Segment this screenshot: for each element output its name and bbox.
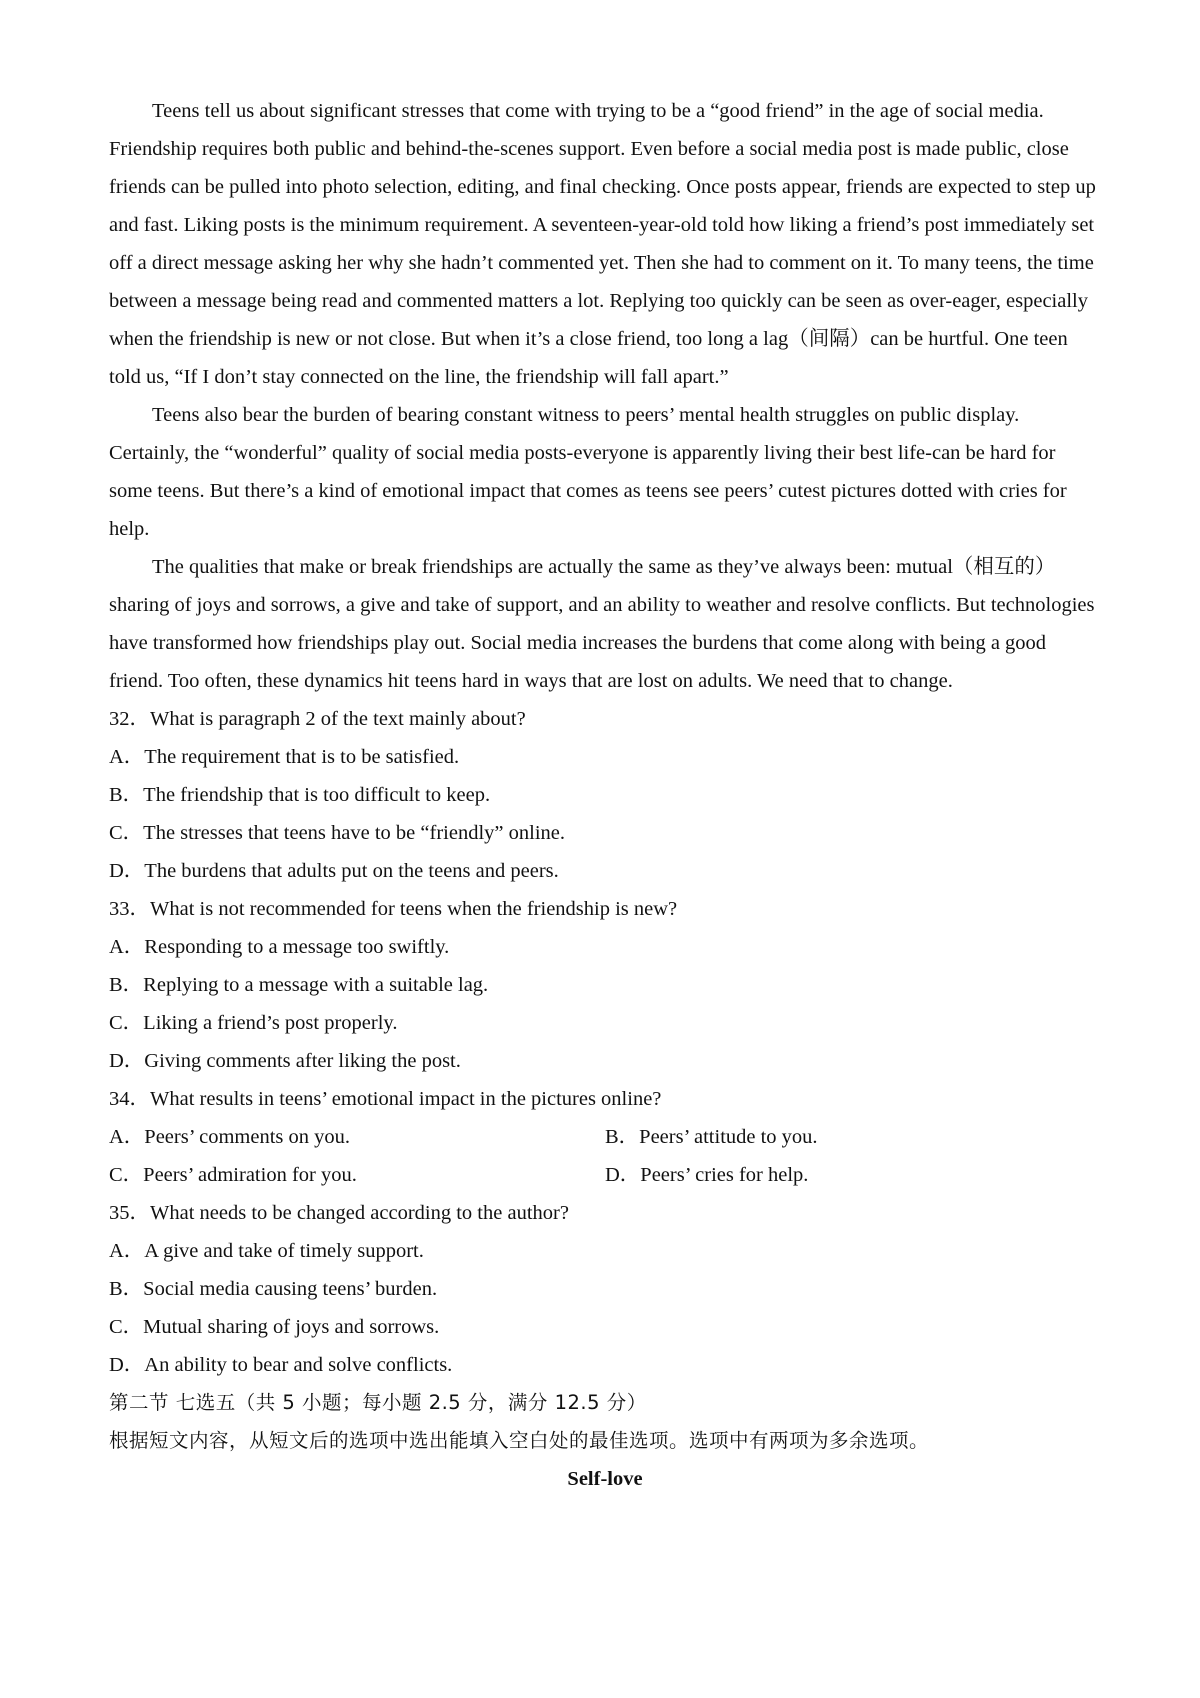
- question-stem: 32．What is paragraph 2 of the text mainly about?: [109, 708, 526, 730]
- passage-title: Self-love: [567, 1468, 643, 1490]
- option-a: A．Responding to a message too swiftly.: [109, 936, 450, 958]
- option-a: A．The requirement that is to be satisfied.: [109, 746, 460, 768]
- option-b: B．The friendship that is too difficult to keep.: [109, 784, 491, 806]
- question-stem: 34．What results in teens’ emotional impact in the pictures online?: [109, 1088, 662, 1110]
- question-stem: 33．What is not recommended for teens when the friendship is new?: [109, 898, 678, 920]
- option-b: B．Replying to a message with a suitable lag.: [109, 974, 489, 996]
- section-instruction: 根据短文内容，从短文后的选项中选出能填入空白处的最佳选项。选项中有两项为多余选项。: [109, 1429, 930, 1452]
- option-c: C．Liking a friend’s post properly.: [109, 1012, 398, 1034]
- options-row-2: [109, 1156, 1101, 1194]
- question-35: [109, 1194, 1101, 1384]
- option-b: B．Peers’ attitude to you.: [605, 1126, 818, 1148]
- question-32: [109, 700, 1101, 890]
- passage-paragraph-3: The qualities that make or break friendships are actually the same as they’ve always been: mutual（相互的）sharing of joys and sorrows, a give and take of support, and an ability to weather and resolve conflicts. But technologies have transformed how friendships play out. Social media increases the burdens that come along with being a good friend. Too often, these dynamics hit teens hard in ways that are lost on adults. We need that to change.: [109, 556, 1095, 692]
- passage-paragraph-2: Teens also bear the burden of bearing constant witness to peers’ mental health struggles on public display. Certainly, the “wonderful” quality of social media posts-everyone is apparently living their best life-can be hard for some teens. But there’s a kind of emotional impact that comes as teens see peers’ cutest pictures dotted with cries for help.: [109, 404, 1067, 540]
- option-b: B．Social media causing teens’ burden.: [109, 1278, 438, 1300]
- question-34: [109, 1080, 1101, 1194]
- option-d: D．An ability to bear and solve conflicts.: [109, 1354, 453, 1376]
- option-a: A．Peers’ comments on you.: [109, 1126, 351, 1148]
- option-d: D．Giving comments after liking the post.: [109, 1050, 461, 1072]
- passage-paragraph-1: Teens tell us about significant stresses that come with trying to be a “good friend” in the age of social media. Friendship requires both public and behind-the-scenes support. Even before a social media post is made public, close friends can be pulled into photo selection, editing, and final checking. Once posts appear, friends are expected to step up and fast. Liking posts is the minimum requirement. A seventeen-year-old told how liking a friend’s post immediately set off a direct message asking her why she hadn’t commented yet. Then she had to comment on it. To many teens, the time between a message being read and commented matters a lot. Replying too quickly can be seen as over-eager, especially when the friendship is new or not close. But when it’s a close friend, too long a lag（间隔）can be hurtful. One teen told us, “If I don’t stay connected on the line, the friendship will fall apart.”: [109, 100, 1096, 388]
- option-a: A．A give and take of timely support.: [109, 1240, 424, 1262]
- question-33: [109, 890, 1101, 1080]
- section-heading: 第二节 七选五（共 5 小题；每小题 2.5 分，满分 12.5 分）: [109, 1391, 647, 1414]
- exam-page: [109, 92, 1101, 1498]
- option-c: C．Peers’ admiration for you.: [109, 1164, 357, 1186]
- option-d: D．Peers’ cries for help.: [605, 1164, 809, 1186]
- option-c: C．The stresses that teens have to be “friendly” online.: [109, 822, 565, 844]
- question-stem: 35．What needs to be changed according to the author?: [109, 1202, 569, 1224]
- options-row-1: [109, 1118, 1101, 1156]
- option-c: C．Mutual sharing of joys and sorrows.: [109, 1316, 440, 1338]
- option-d: D．The burdens that adults put on the teens and peers.: [109, 860, 559, 882]
